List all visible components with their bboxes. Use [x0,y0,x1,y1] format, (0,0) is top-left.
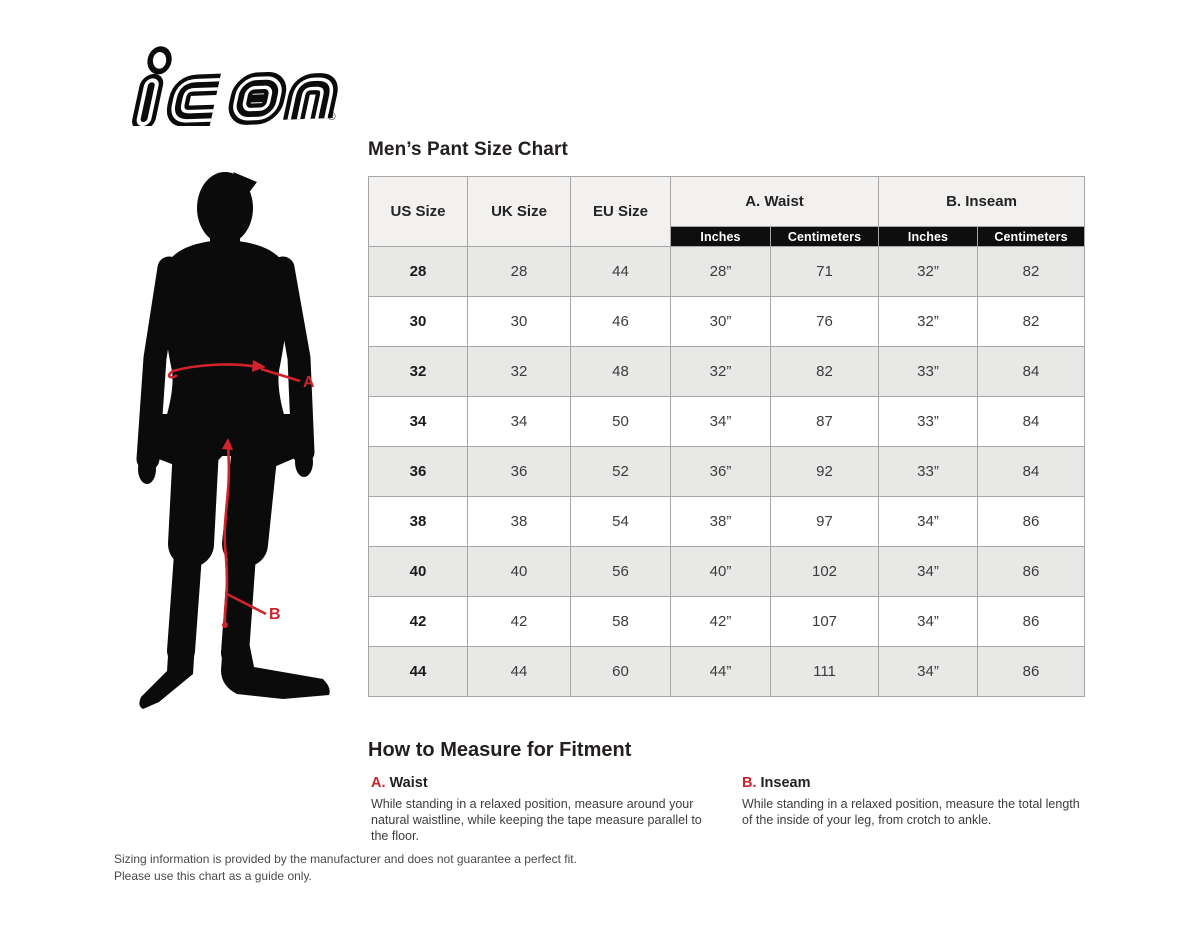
waist-prefix: A. [371,775,386,791]
measurement-figure [133,166,338,716]
icon-logo-graphic [110,36,355,126]
subheader-waist-inches: Inches [671,227,771,247]
table-row: 32 32 48 32” 82 33” 84 [369,347,1085,397]
table-row: 42 42 58 42” 107 34” 86 [369,597,1085,647]
inseam-label: Inseam [760,775,811,791]
inseam-instructions-title [742,775,1087,791]
table-header-row [369,177,1085,227]
icon-brand-logo [110,36,355,126]
measure-section-heading: How to Measure for Fitment [368,739,632,761]
size-table [368,176,1085,697]
subheader-waist-centimeters: Centimeters [771,227,879,247]
table-row: 28 28 44 28” 71 32” 82 [369,247,1085,297]
disclaimer-line-1: Sizing information is provided by the manufacturer and does not guarantee a perfect fit. [114,852,577,866]
header-waist: A. Waist [671,177,879,227]
table-row: 36 36 52 36” 92 33” 84 [369,447,1085,497]
waist-instructions-text: While standing in a relaxed position, measure around your natural waistline, while keeping the tape measure parallel to the floor. [371,797,702,843]
waist-label: Waist [389,775,428,791]
inseam-instructions-text: While standing in a relaxed position, measure the total length of the inside of your leg, from crotch to ankle. [742,797,1080,827]
table-row: 34 34 50 34” 87 33” 84 [369,397,1085,447]
waist-label-a: A [303,374,315,391]
table-row: 38 38 54 38” 97 34” 86 [369,497,1085,547]
table-row: 44 44 60 44” 111 34” 86 [369,647,1085,697]
inseam-instructions [742,775,1087,828]
subheader-inseam-inches: Inches [879,227,978,247]
table-row: 40 40 56 40” 102 34” 86 [369,547,1085,597]
registered-mark: ® [327,110,336,123]
table-row: 30 30 46 30” 76 32” 82 [369,297,1085,347]
header-eu-size: EU Size [571,177,671,247]
man-silhouette [133,166,338,716]
header-us-size: US Size [369,177,468,247]
waist-instructions [371,775,703,844]
header-inseam: B. Inseam [879,177,1085,227]
header-uk-size: UK Size [468,177,571,247]
waist-instructions-title [371,775,703,791]
subheader-inseam-centimeters: Centimeters [978,227,1085,247]
inseam-label-b: B [269,606,281,623]
size-table-container [368,176,1085,697]
page-title: Men’s Pant Size Chart [368,139,568,160]
inseam-prefix: B. [742,775,757,791]
disclaimer-line-2: Please use this chart as a guide only. [114,868,312,883]
disclaimer-note [114,851,577,884]
